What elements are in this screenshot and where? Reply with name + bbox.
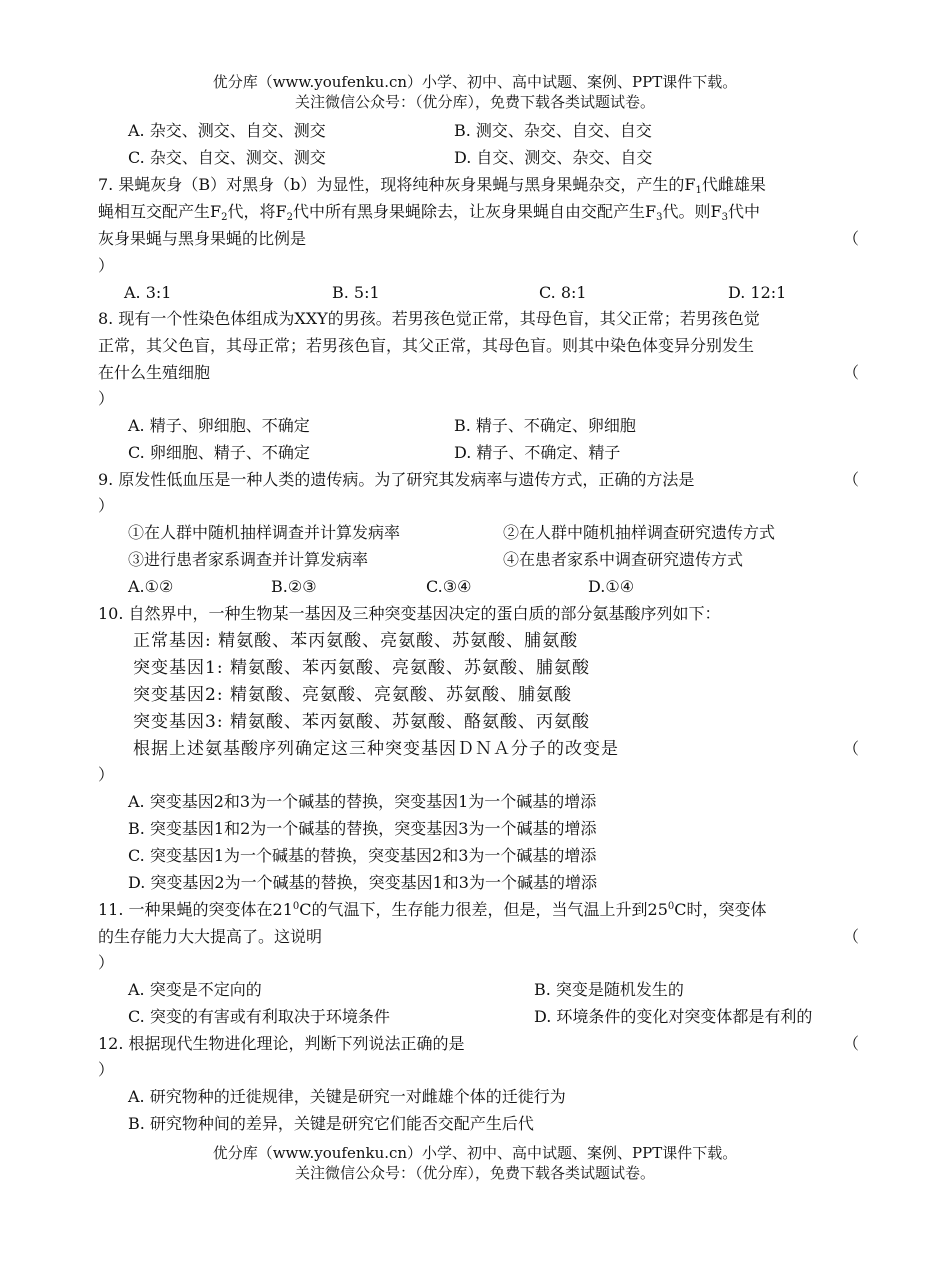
q7-stem-line-2: 蝇相互交配产生$F_2$代，将$F_2$代中所有黑身果蝇除去，让灰身果蝇自由交配产生$F_3$代。则$F_3$代中 bbox=[98, 202, 760, 223]
q12-stem-line-1: 12. 根据现代生物进化理论，判断下列说法正确的是 bbox=[98, 1034, 465, 1053]
q6-option-c: C. 杂交、自交、测交、测交 bbox=[128, 148, 326, 167]
q12-answer-close: ） bbox=[98, 1060, 115, 1079]
q8-stem-line-2: 正常，其父色盲，其母正常；若男孩色盲，其父正常，其母色盲。则其中染色体变异分别发生 bbox=[98, 336, 755, 355]
q11-option-d: D. 环境条件的变化对突变体都是有利的 bbox=[534, 1007, 813, 1026]
q7-answer-close: ） bbox=[98, 256, 115, 275]
q7-option-a: A. 3:1 bbox=[124, 283, 172, 302]
q9-answer-close: ） bbox=[98, 496, 115, 515]
q7-answer-open: （ bbox=[843, 229, 860, 248]
q12-answer-open: （ bbox=[843, 1034, 860, 1053]
header-line-2: 关注微信公众号：（优分库），免费下载各类试题试卷。 bbox=[294, 93, 655, 111]
q10-mutant-gene-1: 突变基因1: 精氨酸、苯丙氨酸、亮氨酸、苏氨酸、脯氨酸 bbox=[133, 658, 590, 678]
q10-option-c: C. 突变基因1为一个碱基的替换，突变基因2和3为一个碱基的增添 bbox=[128, 846, 597, 865]
q7-stem-line-3: 灰身果蝇与黑身果蝇的比例是 bbox=[98, 229, 307, 248]
q10-option-b: B. 突变基因1和2为一个碱基的替换，突变基因3为一个碱基的增添 bbox=[128, 819, 597, 838]
q6-option-b: B. 测交、杂交、自交、自交 bbox=[454, 121, 652, 140]
header-banner bbox=[0, 72, 950, 112]
q7-option-d: D. 12:1 bbox=[728, 283, 787, 302]
q9-answer-open: （ bbox=[843, 470, 860, 489]
q8-answer-open: （ bbox=[843, 363, 860, 382]
q7-option-b: B. 5:1 bbox=[332, 283, 380, 302]
q6-option-a: A. 杂交、测交、自交、测交 bbox=[128, 121, 326, 140]
q9-item-1: ①在人群中随机抽样调查并计算发病率 bbox=[128, 523, 401, 542]
q9-option-a: A.①② bbox=[128, 577, 174, 596]
q11-stem-line-1: 11. 一种果蝇的突变体在$21^0C$的气温下，生存能力很差，但是，当气温上升到$25^0C$时，突变体 bbox=[98, 900, 767, 919]
footer-line-1: 优分库（www.youfenku.cn）小学、初中、高中试题、案例、PPT课件下载。 bbox=[212, 1144, 738, 1162]
q11-answer-close: ） bbox=[98, 953, 115, 972]
q11-option-a: A. 突变是不定向的 bbox=[128, 980, 262, 999]
q8-option-a: A. 精子、卵细胞、不确定 bbox=[128, 416, 310, 435]
footer-banner bbox=[0, 1143, 950, 1183]
header-line-1: 优分库（www.youfenku.cn）小学、初中、高中试题、案例、PPT课件下载。 bbox=[212, 73, 738, 91]
q10-answer-open: （ bbox=[843, 739, 860, 758]
q10-mutant-gene-2: 突变基因2: 精氨酸、亮氨酸、亮氨酸、苏氨酸、脯氨酸 bbox=[133, 685, 572, 705]
q11-option-b: B. 突变是随机发生的 bbox=[534, 980, 684, 999]
q8-option-d: D. 精子、不确定、精子 bbox=[454, 443, 621, 462]
q7-option-c: C. 8:1 bbox=[539, 283, 587, 302]
q10-answer-close: ） bbox=[98, 765, 115, 784]
footer-line-2: 关注微信公众号：（优分库），免费下载各类试题试卷。 bbox=[294, 1164, 655, 1182]
q11-option-c: C. 突变的有害或有利取决于环境条件 bbox=[128, 1007, 390, 1026]
q6-option-d: D. 自交、测交、杂交、自交 bbox=[454, 148, 653, 167]
q11-answer-open: （ bbox=[843, 927, 860, 946]
q8-option-c: C. 卵细胞、精子、不确定 bbox=[128, 443, 310, 462]
q10-mutant-gene-3: 突变基因3: 精氨酸、苯丙氨酸、苏氨酸、酪氨酸、丙氨酸 bbox=[133, 712, 590, 732]
q9-item-2: ②在人群中随机抽样调查研究遗传方式 bbox=[503, 523, 776, 542]
q8-stem-line-1: 8. 现有一个性染色体组成为XXY的男孩。若男孩色觉正常，其母色盲，其父正常；若男孩色觉 bbox=[98, 309, 760, 328]
q9-option-b: B.②③ bbox=[271, 577, 317, 596]
q10-stem-line-2: 根据上述氨基酸序列确定这三种突变基因ＤＮＡ分子的改变是 bbox=[133, 739, 619, 759]
q9-option-d: D.①④ bbox=[588, 577, 635, 596]
q10-option-d: D. 突变基因2为一个碱基的替换，突变基因1和3为一个碱基的增添 bbox=[128, 873, 597, 892]
q9-stem-line-1: 9. 原发性低血压是一种人类的遗传病。为了研究其发病率与遗传方式，正确的方法是 bbox=[98, 470, 695, 489]
q10-stem-line-1: 10. 自然界中，一种生物某一基因及三种突变基因决定的蛋白质的部分氨基酸序列如下： bbox=[98, 604, 721, 623]
q8-answer-close: ） bbox=[98, 389, 115, 408]
q11-stem-line-2: 的生存能力大大提高了。这说明 bbox=[98, 927, 323, 946]
q12-option-a: A. 研究物种的迁徙规律，关键是研究一对雌雄个体的迁徙行为 bbox=[128, 1087, 566, 1106]
q9-option-c: C.③④ bbox=[426, 577, 472, 596]
q7-stem-line-1: 7. 果蝇灰身（B）对黑身（b）为显性，现将纯种灰身果蝇与黑身果蝇杂交，产生的$F_1$代雌雄果 bbox=[98, 175, 766, 196]
q12-option-b: B. 研究物种间的差异，关键是研究它们能否交配产生后代 bbox=[128, 1114, 534, 1133]
q8-option-b: B. 精子、不确定、卵细胞 bbox=[454, 416, 636, 435]
q10-option-a: A. 突变基因2和3为一个碱基的替换，突变基因1为一个碱基的增添 bbox=[128, 792, 597, 811]
q9-item-3: ③进行患者家系调查并计算发病率 bbox=[128, 550, 369, 569]
q9-item-4: ④在患者家系中调查研究遗传方式 bbox=[503, 550, 744, 569]
q10-normal-gene: 正常基因: 精氨酸、苯丙氨酸、亮氨酸、苏氨酸、脯氨酸 bbox=[133, 631, 579, 651]
q8-stem-line-3: 在什么生殖细胞 bbox=[98, 363, 211, 382]
